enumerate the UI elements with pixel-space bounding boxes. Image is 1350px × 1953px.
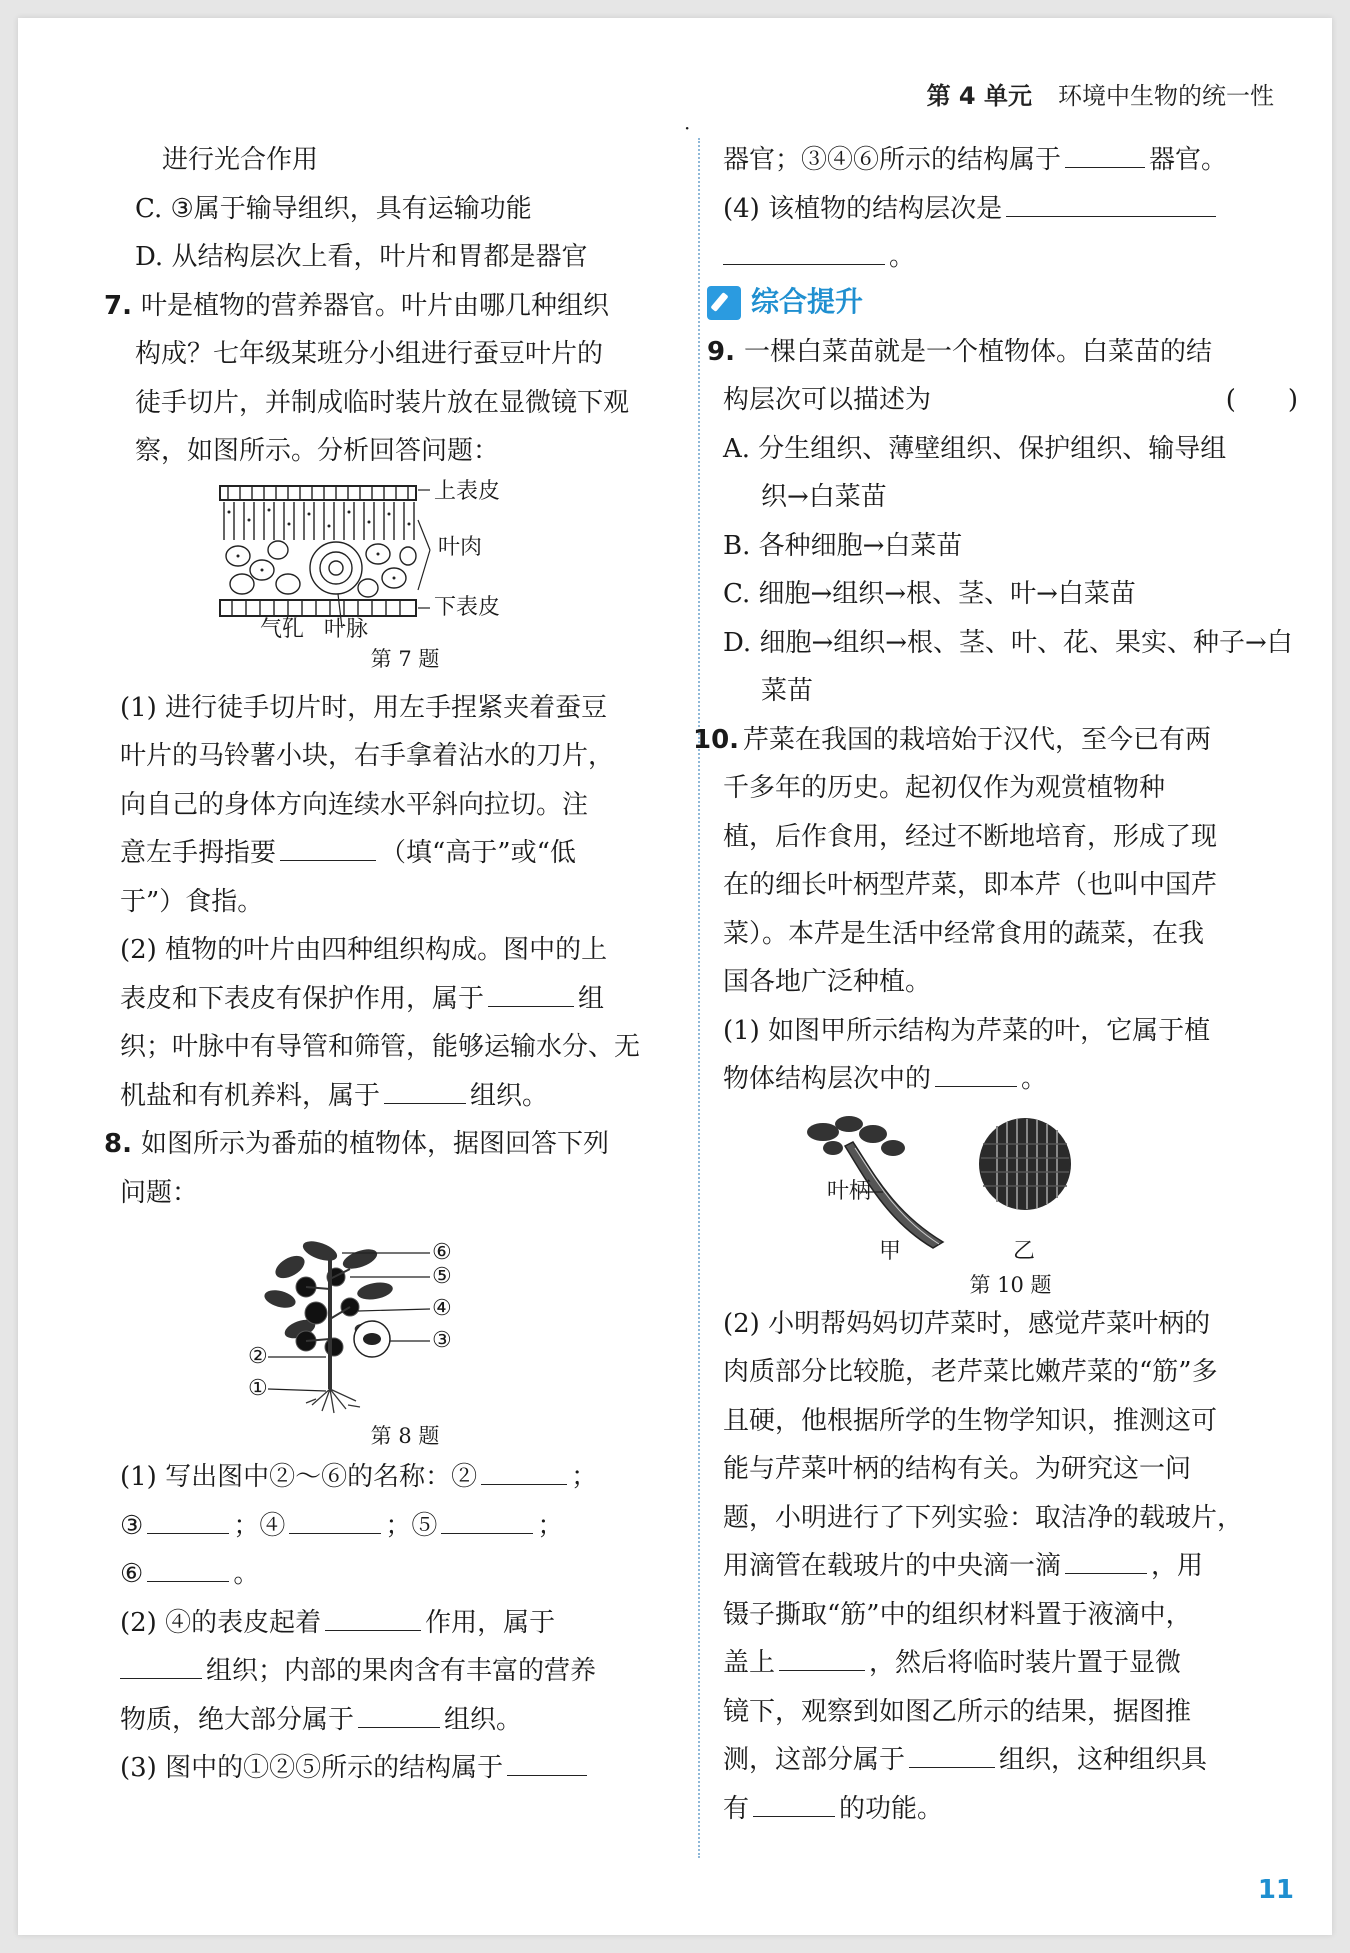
q10-2-text10: 测，这部分属于	[723, 1745, 906, 1775]
answer-blank[interactable]	[358, 1697, 440, 1728]
figure-8-caption: 第 8 题	[370, 1424, 440, 1448]
q10-2-line9: 镜下，观察到如图乙所示的结果，据图推	[723, 1696, 1192, 1727]
q7-1-line5: 于”）食指。	[120, 886, 264, 917]
answer-blank[interactable]	[779, 1640, 865, 1671]
q8-1-sep2: ；	[537, 1510, 564, 1541]
q7-2-text: 表皮和下表皮有保护作用，属于	[120, 983, 485, 1014]
q10-2-line11	[723, 1785, 1298, 1834]
q10-line2: 千多年的历史。起初仅作为观赏植物种	[723, 773, 1166, 803]
label-3: ③	[432, 1328, 452, 1353]
label-mesophyll: 叶肉	[438, 534, 483, 560]
label-petiole: 叶柄	[827, 1178, 872, 1204]
column-divider	[698, 138, 700, 1858]
answer-blank[interactable]	[1065, 137, 1145, 168]
q10-2-text8-tail: ，然后将临时装片置于显微	[869, 1648, 1182, 1678]
q7-1-text: 意左手拇指要	[120, 838, 277, 868]
q10-line1	[693, 716, 1298, 765]
q8-1-label-4: ；④	[233, 1510, 286, 1541]
q10-2-text11-tail: 的功能。	[839, 1793, 944, 1824]
q10-2-line2: 肉质部分比较脆，老芹菜比嫩芹菜的“筋”多	[723, 1357, 1218, 1387]
answer-blank[interactable]	[289, 1503, 381, 1534]
q10-line4: 在的细长叶柄型芹菜，即本芹（也叫中国芹	[723, 870, 1218, 900]
q8-2-text-tail: 作用，属于	[425, 1607, 556, 1638]
q8-3-line1	[120, 1744, 690, 1793]
q8-text: 如图所示为番茄的植物体，据图回答下列	[141, 1129, 610, 1159]
q8-1-label-6: ⑥	[120, 1559, 144, 1589]
q10-2-line8	[723, 1639, 1298, 1688]
q10-2-text6: 用滴管在载玻片的中央滴一滴	[723, 1551, 1062, 1581]
figure-8	[120, 1217, 690, 1453]
q6-option-d: D. 从结构层次上看，叶片和胃都是器官	[135, 242, 588, 272]
q8-2-text2: 组织；内部的果肉含有丰富的营养	[206, 1656, 597, 1686]
answer-blank[interactable]	[1065, 1543, 1147, 1574]
label-6: ⑥	[432, 1240, 452, 1265]
label-jia: 甲	[879, 1238, 902, 1264]
answer-blank[interactable]	[147, 1503, 229, 1534]
answer-blank[interactable]	[507, 1745, 587, 1776]
q8-1-sep: ；	[571, 1462, 598, 1492]
q7-2-line2	[120, 975, 690, 1024]
q7-line2: 构成？七年级某班分小组进行蚕豆叶片的	[135, 339, 604, 369]
q8-4-line1	[723, 185, 1298, 234]
q9-line2	[723, 376, 1298, 425]
q9-number: 9.	[707, 336, 735, 367]
q9-option-a[interactable]: A. 分生组织、薄壁组织、保护组织、输导组	[723, 433, 1227, 464]
q10-1-line2	[723, 1055, 1298, 1104]
q8-1-text: (1) 写出图中②～⑥的名称：②	[120, 1462, 478, 1492]
q8-4-line2	[723, 233, 1298, 282]
unit-title: 环境中生物的统一性	[1058, 82, 1274, 110]
q8-2-text: (2) ④的表皮起着	[120, 1607, 322, 1638]
section-title: 综合提升	[751, 285, 864, 319]
q8-3-tail: 器官。	[1149, 145, 1228, 175]
q9-option-d[interactable]: D. 细胞→组织→根、茎、叶、花、果实、种子→白	[723, 627, 1293, 658]
q7-2-line3: 织；叶脉中有导管和筛管，能够运输水分、无	[120, 1032, 641, 1062]
vascular-tissue-micrograph	[975, 1114, 1075, 1214]
q7-number: 7.	[104, 290, 132, 321]
q7-2-text-tail: 组	[578, 983, 605, 1014]
q8-4-text: (4) 该植物的结构层次是	[723, 193, 1003, 224]
answer-blank[interactable]	[909, 1737, 995, 1768]
q10-1-end: 。	[1021, 1064, 1048, 1094]
q8-3-line2	[723, 136, 1298, 185]
q7-2-text2-tail: 组织。	[470, 1080, 549, 1111]
q10-2-line6	[723, 1542, 1298, 1591]
answer-blank[interactable]	[147, 1551, 229, 1582]
q9-text2: 构层次可以描述为	[723, 385, 932, 415]
q7-2-text2: 机盐和有机养料，属于	[120, 1080, 381, 1111]
q10-2-line7: 镊子撕取“筋”中的组织材料置于液滴中，	[723, 1599, 1192, 1630]
answer-blank[interactable]	[753, 1786, 835, 1817]
leaf-cross-section-diagram	[218, 480, 438, 630]
q10-2-text8: 盖上	[723, 1648, 776, 1678]
q10-2-text6-tail: ，用	[1151, 1551, 1204, 1581]
q7-1-line2: 叶片的马铃薯小块，右手拿着沾水的刀片，	[120, 741, 615, 771]
q7-1-text-tail: （填“高于”或“低	[380, 838, 576, 868]
pencil-icon	[707, 286, 741, 320]
celery-petiole-diagram	[793, 1112, 963, 1252]
q6-option-c: C. ③属于输导组织，具有运输功能	[135, 193, 532, 224]
q8-2-text3: 物质，绝大部分属于	[120, 1704, 355, 1735]
q7-line3: 徒手切片，并制成临时装片放在显微镜下观	[135, 387, 630, 418]
answer-blank[interactable]	[325, 1600, 421, 1631]
answer-paren[interactable]: ( )	[1225, 385, 1298, 415]
q10-2-text10-tail: 组织，这种组织具	[999, 1745, 1208, 1775]
answer-blank[interactable]	[1006, 186, 1216, 217]
figure-7	[120, 476, 690, 684]
q8-4-end: 。	[889, 242, 916, 272]
q10-text: 芹菜在我国的栽培始于汉代，至今已有两	[743, 724, 1212, 755]
q9-option-a-cont: 织→白菜苗	[761, 482, 887, 512]
unit-label: 第 4 单元	[926, 82, 1032, 110]
answer-blank[interactable]	[384, 1073, 466, 1104]
q7-1-line3: 向自己的身体方向连续水平斜向拉切。注	[120, 789, 589, 820]
left-column	[104, 136, 690, 1793]
label-leaf-vein: 叶脉	[324, 616, 369, 642]
q8-number: 8.	[104, 1129, 132, 1159]
q10-line3: 植，后作食用，经过不断地培育，形成了现	[723, 821, 1218, 852]
label-upper-epidermis: 上表皮	[434, 478, 501, 504]
q8-line1	[104, 1120, 690, 1169]
figure-7-caption: 第 7 题	[370, 646, 440, 671]
q10-number: 10.	[693, 724, 740, 755]
q8-3-cont: 器官；③④⑥所示的结构属于	[723, 145, 1062, 175]
center-dot: ·	[684, 116, 691, 140]
q8-1-line3	[120, 1550, 690, 1599]
q7-line4: 察，如图所示。分析回答问题：	[135, 436, 500, 466]
q7-line1	[104, 282, 690, 331]
page-header	[927, 76, 1274, 111]
page	[18, 18, 1332, 1935]
label-lower-epidermis: 下表皮	[434, 594, 501, 620]
figure-10	[723, 1104, 1298, 1300]
page-number: 11	[1257, 1875, 1294, 1905]
right-column	[693, 136, 1298, 1833]
answer-blank[interactable]	[723, 234, 885, 265]
answer-blank[interactable]	[280, 830, 376, 861]
q9-text: 一棵白菜苗就是一个植物体。白菜苗的结	[744, 336, 1213, 367]
section-heading	[707, 278, 1298, 328]
q8-1-line2	[120, 1502, 690, 1551]
q10-2-text11: 有	[723, 1793, 750, 1824]
q9-option-d-cont: 菜苗	[761, 676, 814, 706]
q10-2-line3: 且硬，他根据所学的生物学知识，推测这可	[723, 1405, 1218, 1436]
answer-blank[interactable]	[935, 1056, 1017, 1087]
q7-2-line1: (2) 植物的叶片由四种组织构成。图中的上	[120, 935, 608, 965]
answer-blank[interactable]	[441, 1503, 533, 1534]
label-yi: 乙	[1013, 1238, 1036, 1264]
q8-2-line3	[120, 1696, 690, 1745]
q10-2-line4: 能与芹菜叶柄的结构有关。为研究这一问	[723, 1454, 1192, 1484]
q8-2-text3-tail: 组织。	[444, 1704, 523, 1735]
answer-blank[interactable]	[120, 1648, 202, 1679]
q10-line5: 菜）。本芹是生活中经常食用的蔬菜，在我	[723, 918, 1205, 949]
q8-line2: 问题：	[120, 1177, 199, 1208]
q10-2-line1: (2) 小明帮妈妈切芹菜时，感觉芹菜叶柄的	[723, 1308, 1211, 1339]
q10-1-line1: (1) 如图甲所示结构为芹菜的叶，它属于植	[723, 1015, 1211, 1046]
q8-2-line2	[120, 1647, 690, 1696]
q8-1-line1	[120, 1453, 690, 1502]
q9-line1	[707, 328, 1298, 377]
q9-option-b[interactable]: B. 各种细胞→白菜苗	[723, 530, 963, 561]
q8-3-text: (3) 图中的①②⑤所示的结构属于	[120, 1753, 504, 1783]
q7-1-line1: (1) 进行徒手切片时，用左手捏紧夹着蚕豆	[120, 692, 608, 723]
q10-2-line5: 题，小明进行了下列实验：取洁净的载玻片，	[723, 1502, 1244, 1533]
answer-blank[interactable]	[488, 976, 574, 1007]
label-4: ④	[432, 1296, 452, 1321]
label-1: ①	[248, 1376, 268, 1401]
q6-option-b-cont: 进行光合作用	[162, 145, 319, 175]
q8-2-line1	[120, 1599, 690, 1648]
label-5: ⑤	[432, 1264, 452, 1289]
tomato-plant-diagram	[250, 1229, 450, 1419]
q7-2-line4	[120, 1072, 690, 1121]
label-stoma: 气孔	[260, 616, 305, 642]
q8-1-end: 。	[233, 1559, 260, 1589]
label-2: ②	[248, 1344, 268, 1369]
q8-1-label-5: ；⑤	[385, 1510, 438, 1541]
q10-1-text: 物体结构层次中的	[723, 1064, 932, 1094]
q7-1-line4	[120, 829, 690, 878]
answer-blank[interactable]	[481, 1454, 567, 1485]
q10-2-line10	[723, 1736, 1298, 1785]
q8-1-label-3: ③	[120, 1510, 144, 1541]
q10-line6: 国各地广泛种植。	[723, 967, 932, 997]
q9-option-c[interactable]: C. 细胞→组织→根、茎、叶→白菜苗	[723, 579, 1136, 609]
figure-10-caption: 第 10 题	[969, 1272, 1052, 1297]
q7-text: 叶是植物的营养器官。叶片由哪几种组织	[141, 290, 610, 321]
